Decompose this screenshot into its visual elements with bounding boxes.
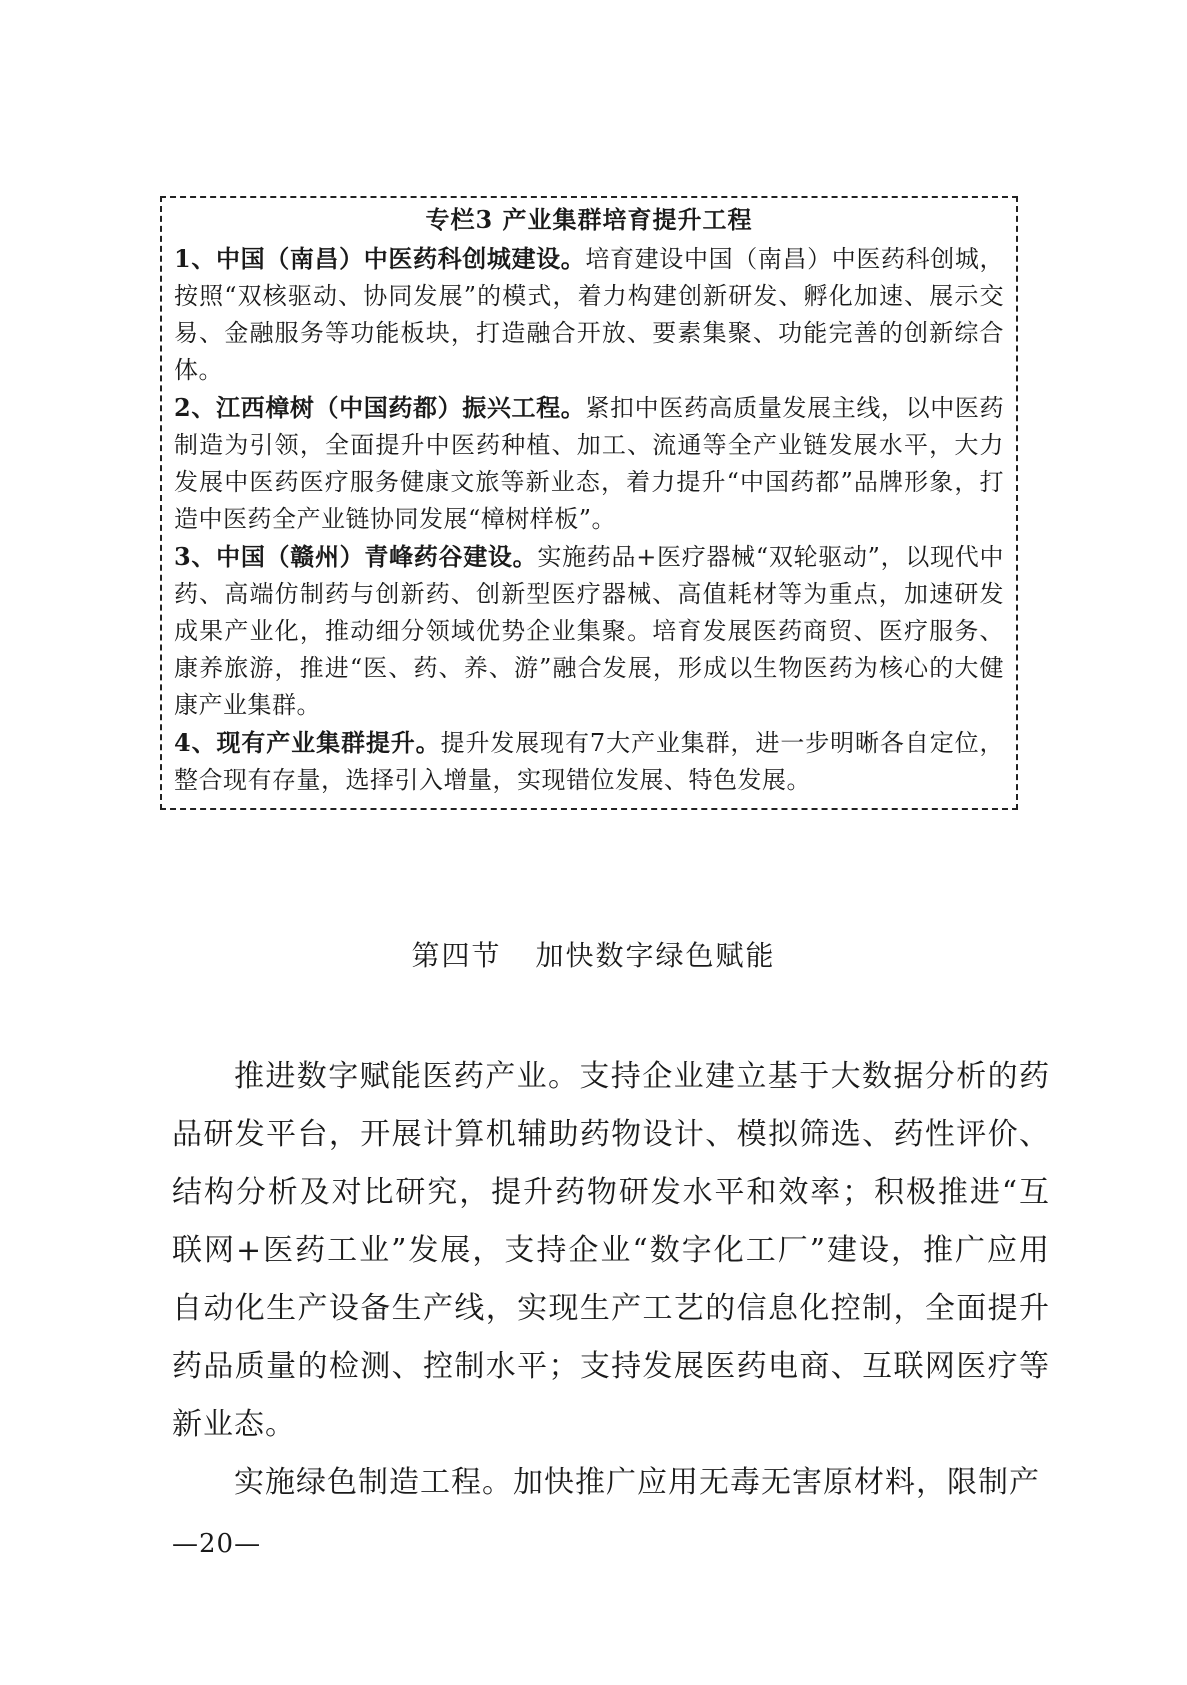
- section-number: 第四节: [411, 939, 502, 972]
- feature-item: [174, 724, 1004, 799]
- feature-item-lead: 2、江西樟树（中国药都）振兴工程。: [174, 393, 586, 422]
- feature-item-lead: 4、现有产业集群提升。: [174, 728, 441, 757]
- feature-item-text: 紧扣中医药高质量发展主线，以中医药制造为引领，全面提升中医药种植、加工、流通等全产业链发展水平，大力发展中医药医疗服务健康文旅等新业态，着力提升“中国药都”品牌形象，打造中医药全产业链协同发展“樟树样板”。: [174, 394, 1005, 533]
- feature-box-title: 专栏3 产业集群培育提升工程: [425, 205, 753, 234]
- body-paragraph: 推进数字赋能医药产业。支持企业建立基于大数据分析的药品研发平台，开展计算机辅助药物设计、模拟筛选、药性评价、结构分析及对比研究，提升药物研发水平和效率；积极推进“互联网+医药工业”发展，支持企业“数字化工厂”建设，推广应用自动化生产设备生产线，实现生产工艺的信息化控制，全面提升药品质量的检测、控制水平；支持发展医药电商、互联网医疗等新业态。: [172, 1059, 1050, 1442]
- body-paragraph: 实施绿色制造工程。加快推广应用无毒无害原材料，限制产: [234, 1465, 1040, 1500]
- feature-item-text: 培育建设中国（南昌）中医药科创城，按照“双核驱动、协同发展”的模式，着力构建创新研发、孵化加速、展示交易、金融服务等功能板块，打造融合开放、要素集聚、功能完善的创新综合体。: [174, 245, 1005, 384]
- feature-item-lead: 3、中国（赣州）青峰药谷建设。: [174, 542, 538, 571]
- feature-item: [174, 538, 1004, 724]
- feature-item: [174, 389, 1004, 538]
- page-number: —20—: [172, 1529, 262, 1559]
- feature-item-text: 实施药品+医疗器械“双轮驱动”，以现代中药、高端仿制药与创新药、创新型医疗器械、高值耗材等为重点，加速研发成果产业化，推动细分领域优势企业集聚。培育发展医药商贸、医疗服务、康养旅游，推进“医、药、养、游”融合发展，形成以生物医药为核心的大健康产业集群。: [174, 543, 1004, 719]
- feature-item-text: 提升发展现有7大产业集群，进一步明晰各自定位，整合现有存量，选择引入增量，实现错位发展、特色发展。: [174, 729, 1004, 794]
- body-text: [172, 1048, 1050, 1512]
- feature-box: [160, 196, 1018, 810]
- feature-item: [174, 240, 1004, 389]
- section-title: 加快数字绿色赋能: [535, 939, 776, 972]
- feature-item-lead: 1、中国（南昌）中医药科创城建设。: [174, 244, 586, 273]
- section-heading: [0, 936, 1187, 976]
